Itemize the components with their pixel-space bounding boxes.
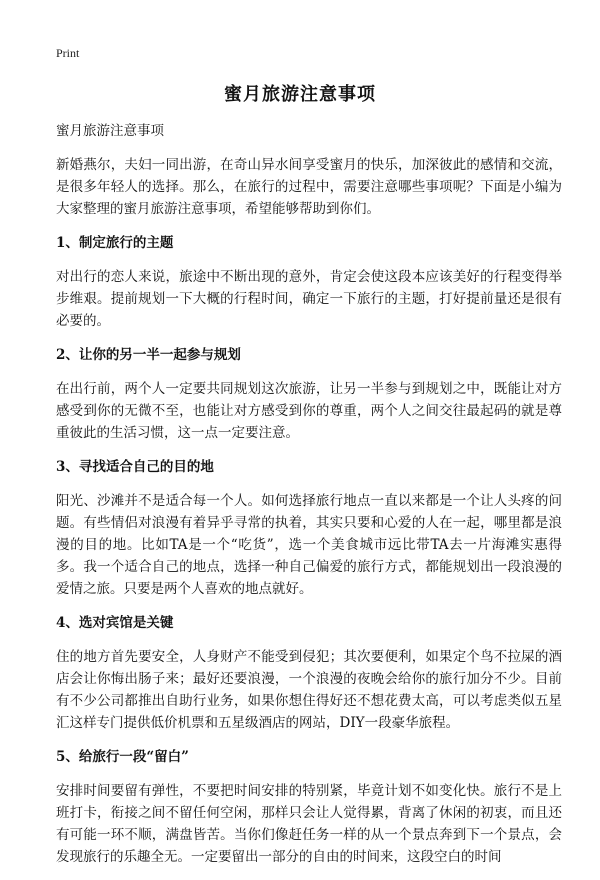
document-title: 蜜月旅游注意事项	[224, 84, 376, 105]
section-heading-1: 1、制定旅行的主题	[56, 235, 174, 251]
section-heading-4: 4、选对宾馆是关键	[56, 615, 174, 631]
article-body	[56, 120, 562, 880]
section-paragraph-3: 阳光、沙滩并不是适合每一个人。如何选择旅行地点一直以来都是一个让人头疼的问题。有些情侣对浪漫有着异乎寻常的执着，其实只要和心爱的人在一起，哪里都是浪漫的目的地。比如TA是一个“吃货”，选一个美食城市远比带TA去一片海滩实惠得多。我一个适合自己的地点，选择一种自己偏爱的旅行方式，都能规划出一段浪漫的爱情之旅。只要是两个人喜欢的地点就好。	[56, 493, 562, 597]
section-paragraph-5: 安排时间要留有弹性，不要把时间安排的特别紧，毕竟计划不如变化快。旅行不是上班打卡，衔接之间不留任何空闲，那样只会让人觉得累，背离了休闲的初衷，而且还有可能一环不顺，满盘皆苦。当你们像赶任务一样的从一个景点奔到下一个景点，会发现旅行的乐趣全无。一定要留出一部分的自由的时间来，这段空白的时间	[56, 783, 562, 865]
print-label: Print	[56, 46, 80, 60]
section-paragraph-1: 对出行的恋人来说，旅途中不断出现的意外，肯定会使这段本应该美好的行程变得举步维艰。提前规划一下大概的行程时间，确定一下旅行的主题，打好提前量还是很有必要的。	[56, 269, 562, 329]
article-subtitle: 蜜月旅游注意事项	[56, 123, 164, 139]
section-heading-3: 3、寻找适合自己的目的地	[56, 459, 214, 475]
section-heading-5: 5、给旅行一段“留白”	[56, 749, 189, 765]
section-paragraph-2: 在出行前，两个人一定要共同规划这次旅游，让另一半参与到规划之中，既能让对方感受到你的无微不至，也能让对方感受到你的尊重，两个人之间交往最起码的就是尊重彼此的生活习惯，这一点一定要注意。	[56, 381, 562, 441]
section-heading-2: 2、让你的另一半一起参与规划	[56, 347, 241, 363]
section-paragraph-4: 住的地方首先要安全，人身财产不能受到侵犯；其次要便利，如果定个鸟不拉屎的酒店会让你悔出肠子来；最好还要浪漫，一个浪漫的夜晚会给你的旅行加分不少。目前有不少公司都推出自助行业务，如果你想住得好还不想花费太高，可以考虑类似五星汇这样专门提供低价机票和五星级酒店的网站，DIY一段豪华旅程。	[56, 649, 562, 731]
intro-paragraph: 新婚燕尔，夫妇一同出游，在奇山异水间享受蜜月的快乐，加深彼此的感情和交流，是很多年轻人的选择。那么，在旅行的过程中，需要注意哪些事项呢？下面是小编为大家整理的蜜月旅游注意事项，希望能够帮助到你们。	[56, 157, 562, 217]
